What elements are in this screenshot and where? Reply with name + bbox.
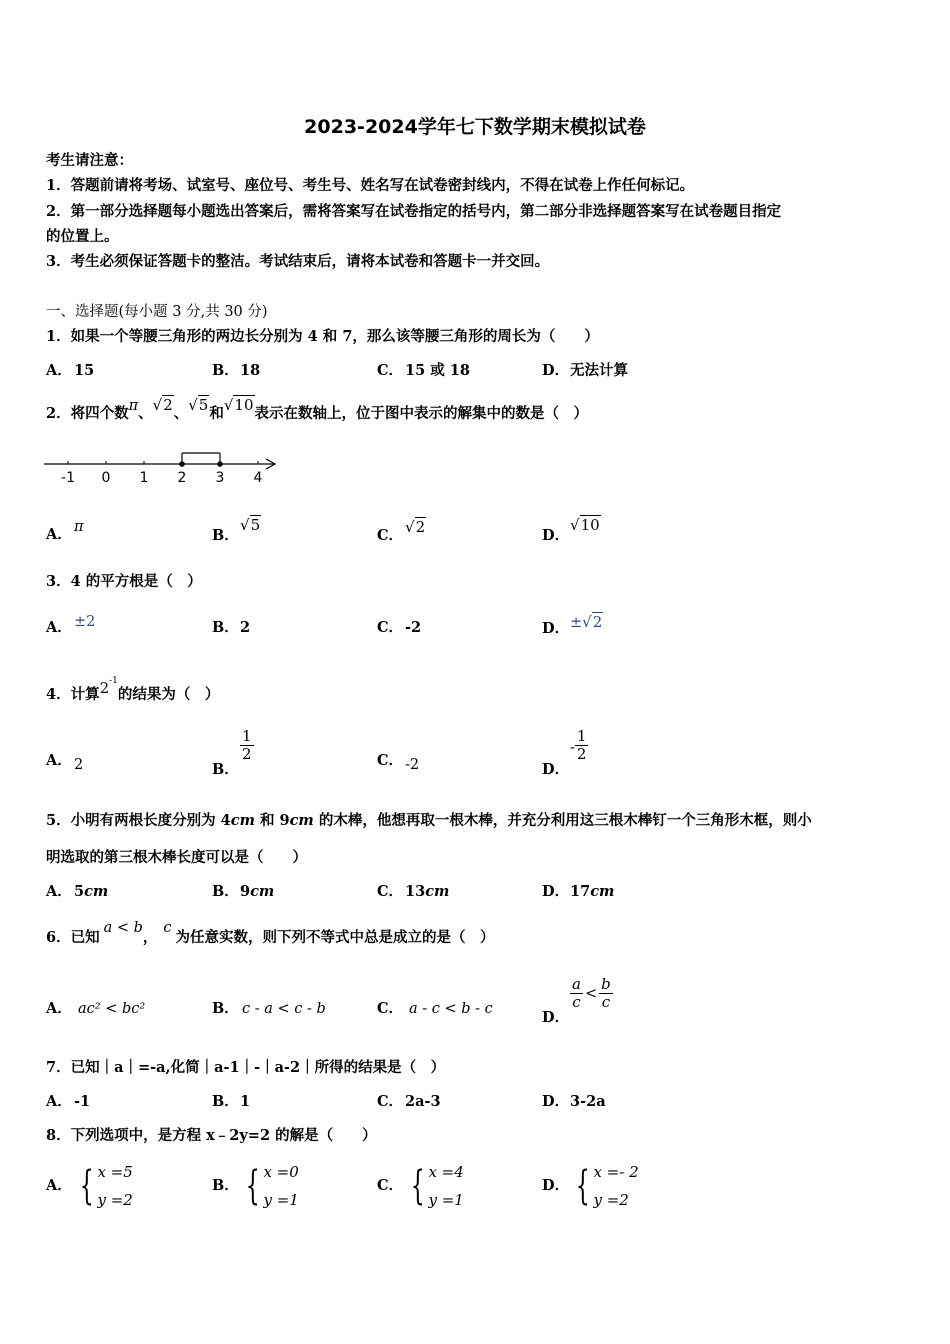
q3-option-b[interactable]: B．2 — [212, 619, 251, 636]
axis-tick-label: 1 — [139, 470, 149, 486]
number-line — [42, 448, 282, 488]
q4-option-b[interactable]: B． $\frac{1}{2}$ — [212, 727, 252, 778]
question-1-stem: 1．如果一个等腰三角形的两边长分别为 4 和 7，那么该等腰三角形的周长为（ ） — [46, 328, 599, 345]
notice-item: 3．考生必须保证答题卡的整洁。考试结束后，请将本试卷和答题卡一并交回。 — [46, 253, 550, 270]
q3-option-a[interactable]: A． ±2 — [46, 614, 96, 636]
q1-option-d[interactable]: D．无法计算 — [542, 362, 628, 379]
q2-option-d[interactable]: D．√10 — [542, 516, 600, 544]
q6-option-a[interactable]: A． ac² < bc² — [46, 1000, 146, 1017]
question-8-stem: 8．下列选项中，是方程 x﹣2y=2 的解是（ ） — [46, 1127, 377, 1144]
q8-option-c[interactable]: C． { x =4 y =1 — [377, 1163, 464, 1209]
q3-option-d[interactable]: D．±√2 — [542, 613, 603, 637]
q6-option-b[interactable]: B． c - a < c - b — [212, 1000, 326, 1017]
q7-option-b[interactable]: B．1 — [212, 1093, 251, 1110]
axis-tick-label: 3 — [215, 470, 225, 486]
question-7-stem: 7．已知｜a｜=-a,化简｜a-1｜-｜a-2｜所得的结果是（ ） — [46, 1059, 446, 1076]
q7-option-c[interactable]: C． 2a-3 — [377, 1093, 441, 1110]
question-5-stem-line1: 5．小明有两根长度分别为 4cm 和 9cm 的木棒，他想再取一根木棒，并充分利用这三根木棒钉一个三角形木框，则小 — [46, 812, 812, 829]
q4-option-c[interactable]: C． -2 — [377, 752, 420, 773]
question-6-stem: 6．已知a < b，c为任意实数，则下列不等式中总是成立的是（ ） — [46, 920, 495, 946]
notice-item: 1．答题前请将考场、试室号、座位号、考生号、姓名写在试卷密封线内，不得在试卷上作任何标记。 — [46, 177, 695, 194]
q8-option-b[interactable]: B． { x =0 y =1 — [212, 1163, 299, 1209]
notice-item: 的位置上。 — [46, 228, 119, 245]
q7-option-d[interactable]: D．3-2a — [542, 1093, 606, 1110]
interval-start-dot — [179, 461, 185, 467]
axis-tick-label: 0 — [101, 470, 111, 486]
q6-option-d[interactable]: D． $\frac{a}{c}$ < $\frac{b}{c}$ — [542, 975, 611, 1026]
axis-tick-label: 4 — [253, 470, 263, 486]
q5-option-c[interactable]: C． 13cm — [377, 883, 450, 900]
section-heading: 一、选择题(每小题 3 分,共 30 分) — [46, 304, 268, 320]
axis-tick-label: 2 — [177, 470, 187, 486]
q1-option-c[interactable]: C． 15 或 18 — [377, 362, 470, 379]
q7-option-a[interactable]: A． -1 — [46, 1093, 91, 1110]
q5-option-d[interactable]: D．17cm — [542, 883, 615, 900]
q2-option-a[interactable]: A． π — [46, 519, 84, 543]
q1-option-b[interactable]: B．18 — [212, 362, 261, 379]
q3-option-c[interactable]: C． -2 — [377, 619, 422, 636]
question-2-stem: 2．将四个数π、√2、√5和√10表示在数轴上，位于图中表示的解集中的数是（ ） — [46, 396, 588, 422]
question-3-stem: 3．4 的平方根是（ ） — [46, 573, 202, 590]
interval-end-dot — [217, 461, 223, 467]
q4-option-a[interactable]: A． 2 — [46, 752, 84, 773]
notice-item: 2．第一部分选择题每小题选出答案后，需将答案写在试卷指定的括号内，第二部分非选择题答案写在试卷题目指定 — [46, 203, 782, 220]
q5-option-a[interactable]: A． 5cm — [46, 883, 109, 900]
q8-option-a[interactable]: A． { x =5 y =2 — [46, 1163, 133, 1209]
q6-option-c[interactable]: C． a - c < b - c — [377, 1000, 493, 1017]
axis-tick-label: -1 — [61, 470, 75, 486]
q4-option-d[interactable]: D．- $\frac{1}{2}$ — [542, 727, 587, 778]
q8-option-d[interactable]: D． { x =- 2 y =2 — [542, 1163, 639, 1209]
notice-heading: 考生请注意： — [46, 152, 133, 169]
q2-option-c[interactable]: C． √2 — [377, 518, 426, 544]
question-5-stem-line2: 明选取的第三根木棒长度可以是（ ） — [46, 849, 307, 866]
page-title: 2023-2024学年七下数学期末模拟试卷 — [304, 116, 646, 138]
question-4-stem: 4．计算$2^{-1}$的结果为（ ） — [46, 676, 220, 703]
q5-option-b[interactable]: B．9cm — [212, 883, 275, 900]
q2-option-b[interactable]: B．√5 — [212, 516, 261, 544]
q1-option-a[interactable]: A． 15 — [46, 362, 95, 379]
